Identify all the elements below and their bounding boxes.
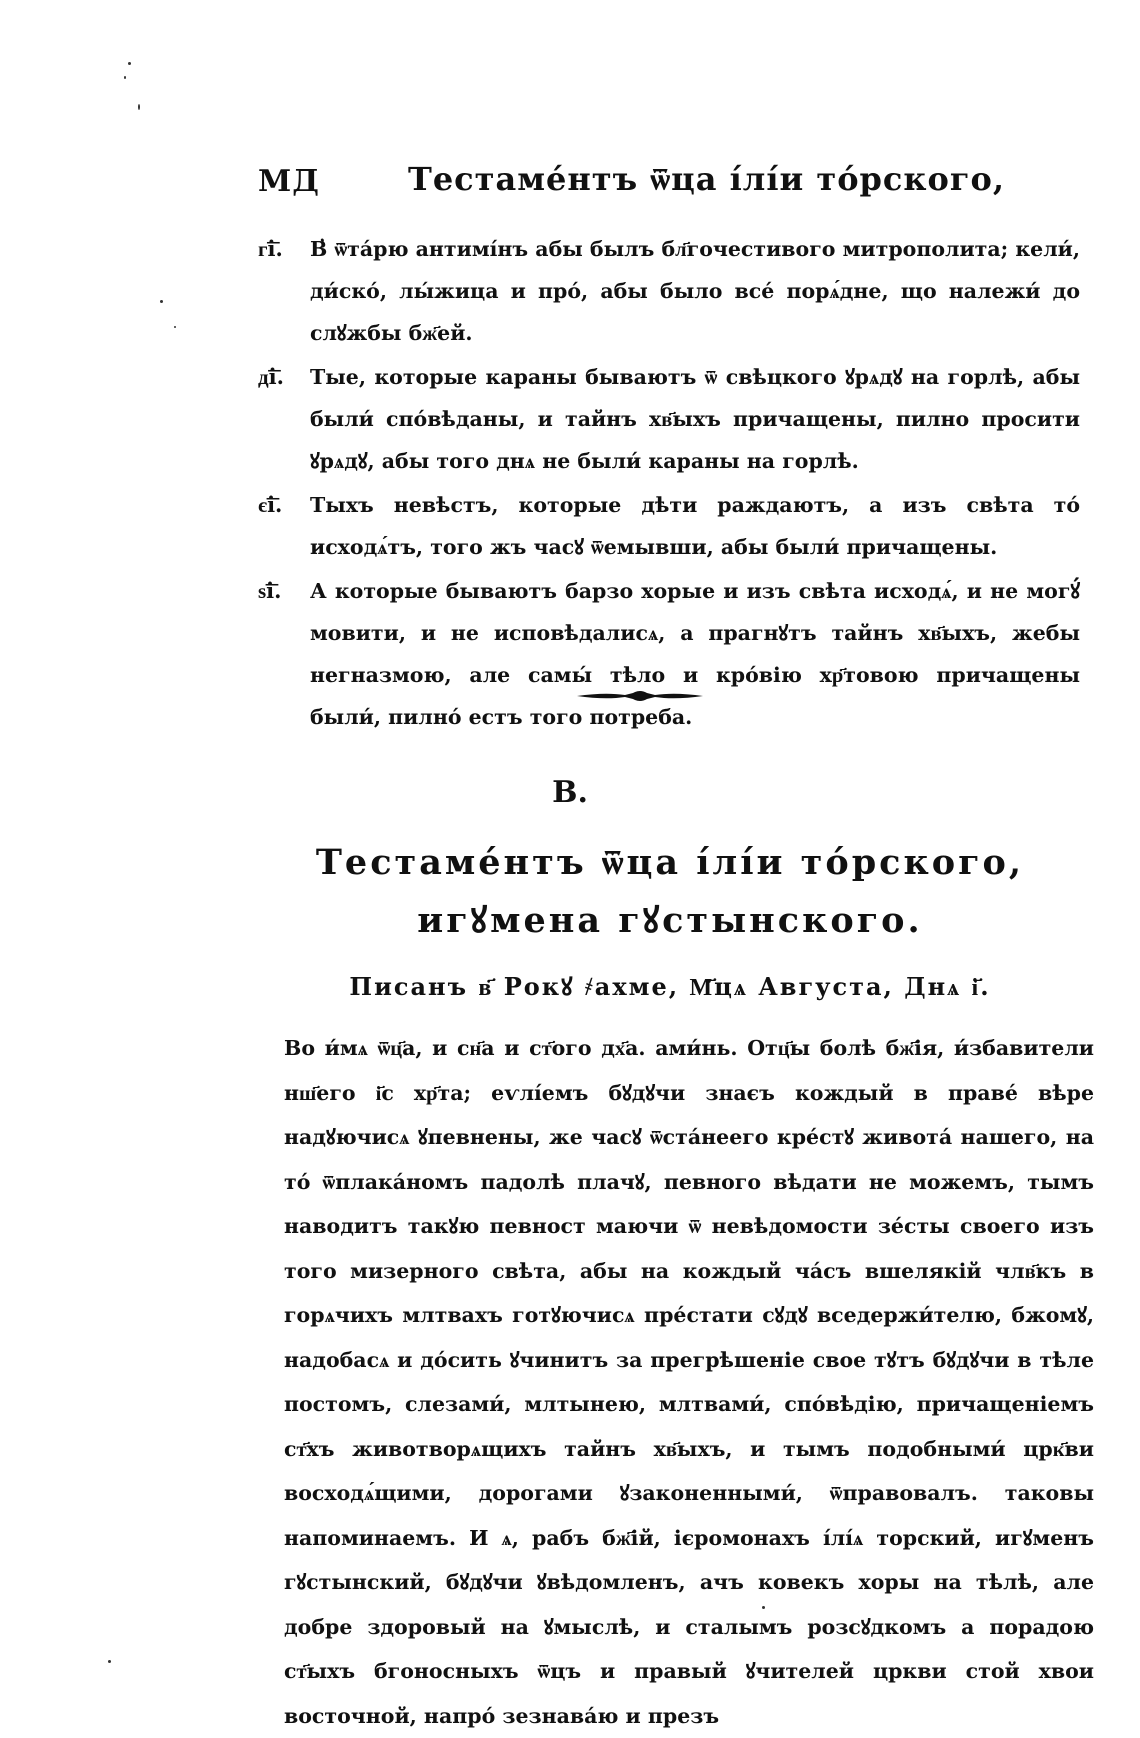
scan-speck: [160, 300, 163, 303]
numbered-items: [258, 228, 1080, 740]
scan-speck: [138, 104, 140, 110]
item-number: є͞і.: [258, 492, 283, 517]
item-number: г͞і.: [258, 236, 283, 261]
item-number: д͞і.: [258, 364, 284, 389]
item-text: Тыхъ невѣстъ, которые дѣти раждаютъ, а изъ свѣта то́ исходѧ́тъ, того жъ часꙋ ѿемывши, абы были́ причащены.: [310, 493, 1080, 559]
section-number: В.: [552, 775, 588, 810]
item-text: В̓ ѿта́рю антимі́нъ абы былъ бл҃гочестивого митрополита; кели́, ди́ско́, лы́жица и про́, абы было все́ порѧ́дне, що належи́ до слꙋжбы бж҃ей.: [310, 237, 1080, 345]
scan-speck: [128, 62, 131, 65]
scan-speck: [762, 1606, 765, 1609]
date-line: Писанъ в҃ Рокꙋ ҂ахме, М҃цѧ Августа, Днѧ і҃.: [349, 972, 991, 1001]
item-number: ѕ͞і.: [258, 578, 282, 603]
ornament-divider-icon: [575, 686, 705, 706]
item-text: Тые, которые караны бываютъ ѿ свѣцкого ꙋрѧдꙋ на горлѣ, абы были́ спо́вѣданы, и тайнъ хв҃ыхъ причащены, пилно просити ꙋрѧдꙋ, абы того днѧ не были́ караны на горлѣ.: [310, 365, 1080, 473]
running-header: [258, 160, 1078, 216]
list-item: [258, 356, 1080, 482]
list-item: [258, 484, 1080, 568]
list-item: [258, 228, 1080, 354]
running-title: Тестаме́нтъ ѿца і́лі́и то́рского,: [408, 160, 1005, 198]
scan-speck: [124, 76, 126, 79]
section-title: Тестаме́нтъ ѿца і́лі́и то́рского, игꙋмена гꙋстынского.: [315, 842, 1025, 941]
list-item: [258, 570, 1080, 738]
page-folio: МД: [258, 164, 320, 199]
body-paragraph: Во и́мѧ ѿц҃а, и сн҃а и ст҃ого дх҃а. ами́нь. Отц҃ы болѣ бж҃ія, и́збавители нш҃его і҃с хр҃та; еѵлі́емъ бꙋдꙋчи знаєъ кождый в праве́ вѣре надꙋючисѧ ꙋпевнены, же часꙋ ѿста́неего кре́стꙋ живота́ нашего, на то́ ѿплака́номъ падолѣ плачꙋ, певного вѣдати не можемъ, тымъ наводитъ такꙋю певност маючи ѿ невѣдомости зе́сты своего изъ того мизерного свѣта, абы на кождый ча́съ вшелякій члв҃къ в горѧчихъ млтвахъ готꙋючисѧ пре́стати сꙋдꙋ вседержи́телю, бжомꙋ, надобасѧ и до́сить ꙋчинитъ за прегрѣшеніе свое тꙋтъ бꙋдꙋчи в тѣле постомъ, слезами́, млтынею, млтвами́, спо́вѣдію, причащеніемъ ст҃хъ животворѧщихъ тайнъ хв҃ыхъ, и тымъ подобными́ црк҃ви восходѧ́щими, дорогами ꙋзаконенными́, ѿправовалъ. таковы напоминаемъ. И ѧ, рабъ бж҃ій, ієромонахъ і́лі́ѧ торский, игꙋменъ гꙋстынский, бꙋдꙋчи ꙋвѣдомленъ, ачъ ковекъ хоры на тѣлѣ, але добре здоровый на ꙋмыслѣ, и сталымъ розсꙋдкомъ а порадою ст҃ыхъ бгоносныхъ ѿцъ и правый ꙋчителей цркви стой хвои восточной, напро́ зезнава́ю и презъ: [284, 1036, 1094, 1728]
scan-speck: [174, 326, 176, 328]
scan-speck: [108, 1660, 111, 1663]
item-text: А которые бываютъ барзо хорые и изъ свѣта исходѧ́, и не могꙋ́ мовити, и не исповѣдалисѧ, а прагнꙋтъ тайнъ хв҃ыхъ, жебы негназмою, але самы́ тѣло и кро́вію хр҃товою причащены были́, пилно́ естъ того потреба.: [310, 579, 1080, 729]
